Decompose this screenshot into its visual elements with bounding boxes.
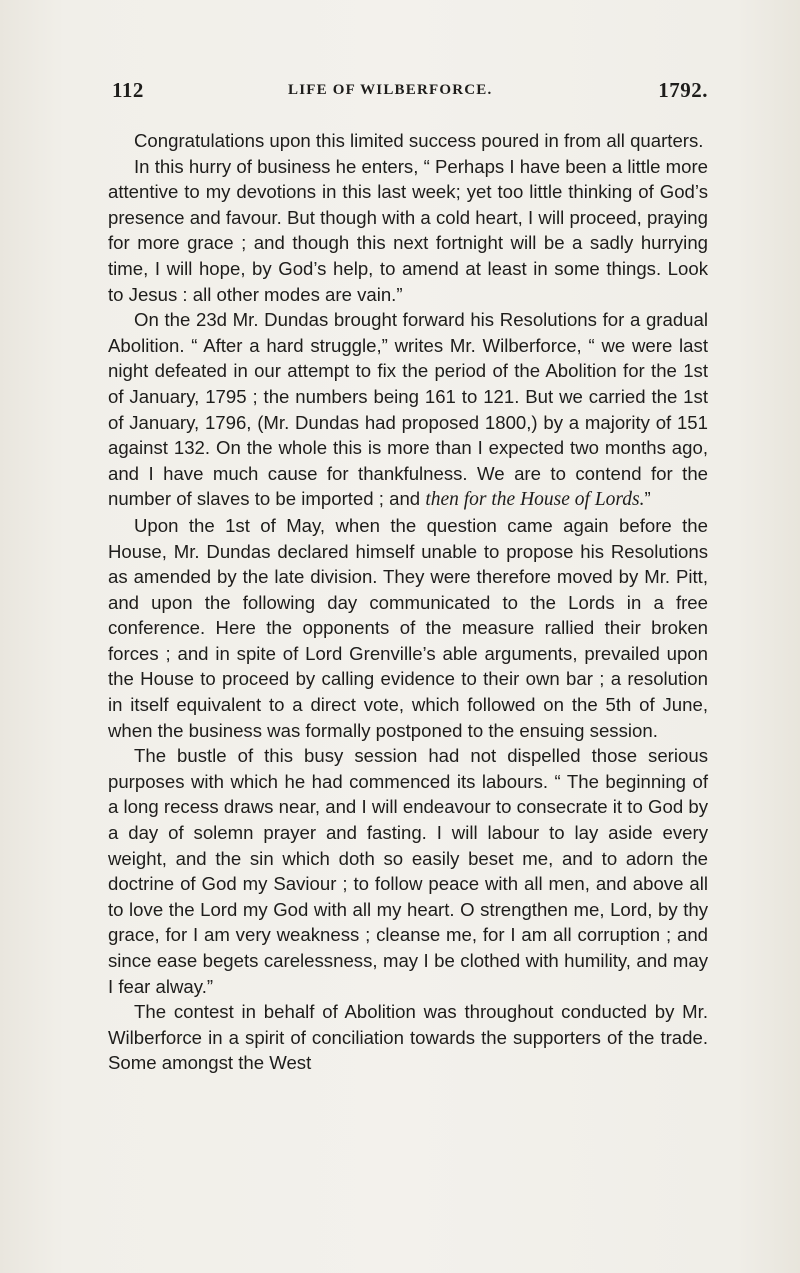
paragraph: The bustle of this busy session had not dispelled those serious purposes with which he had commenced its labours. “ The beginning of a long recess draws near, and I will endeavour to consecrate it to God by a day of solemn prayer and fasting. I will labour to lay aside every weight, and the sin which doth so easily beset me, and to adorn the doctrine of God my Saviour ; to follow peace with all men, and above all to love the Lord my God with all my heart. O strengthen me, Lord, by thy grace, for I am very weakness ; cleanse me, for I am all corruption ; and since ease begets carelessness, may I be clothed with humility, and may I fear alway.” <box>108 745 708 997</box>
closing-quote: ” <box>644 488 651 510</box>
paragraph: In this hurry of business he enters, “ Perhaps I have been a little more attentive to my devotions in this last week; yet too little thinking of God’s presence and favour. But though with a cold heart, I will proceed, praying for more grace ; and though this next fortnight will be a sadly hurrying time, I will hope, by God’s help, to amend at least in some things. Look to Jesus : all other modes are vain.” <box>108 155 708 305</box>
paragraph: Upon the 1st of May, when the question came again before the House, Mr. Dundas declared himself unable to propose his Resolutions as amended by the late division. They were therefore moved by Mr. Pitt, and upon the following day communicated to the Lords in a free conference. Here the opponents of the measure rallied their broken forces ; and in spite of Lord Grenville’s able arguments, prevailed upon the House to proceed by calling evidence to their own bar ; a resolution in itself equivalent to a direct vote, which followed on the 5th of June, when the business was formally postponed to the ensuing session. <box>108 514 708 741</box>
running-title: LIFE OF WILBERFORCE. <box>288 82 493 98</box>
paragraph: The contest in behalf of Abolition was throughout conducted by Mr. Wilberforce in a spirit of conciliation towards the supporters of the trade. Some amongst the West <box>108 1001 708 1074</box>
paragraph-text: On the 23d Mr. Dundas brought forward his Resolutions for a gradual Abolition. “ After a hard struggle,” writes Mr. Wilberforce, “ we were last night defeated in our attempt to fix the period of the Abolition for the 1st of January, 1795 ; the numbers being 161 to 121. But we carried the 1st of January, 1796, (Mr. Dundas had proposed 1800,) by a majority of 151 against 132. On the whole this is more than I expected two months ago, and I have much cause for thankfulness. We are to contend for the number of slaves to be imported ; and <box>108 309 708 510</box>
italic-phrase: then for the House of Lords. <box>425 489 645 511</box>
paragraph: Congratulations upon this limited success poured in from all quarters. <box>134 130 704 151</box>
body-text <box>108 128 708 1076</box>
header-year: 1792. <box>658 78 708 102</box>
page-header <box>108 78 708 108</box>
paragraph <box>108 307 708 513</box>
page-number: 112 <box>112 78 144 102</box>
